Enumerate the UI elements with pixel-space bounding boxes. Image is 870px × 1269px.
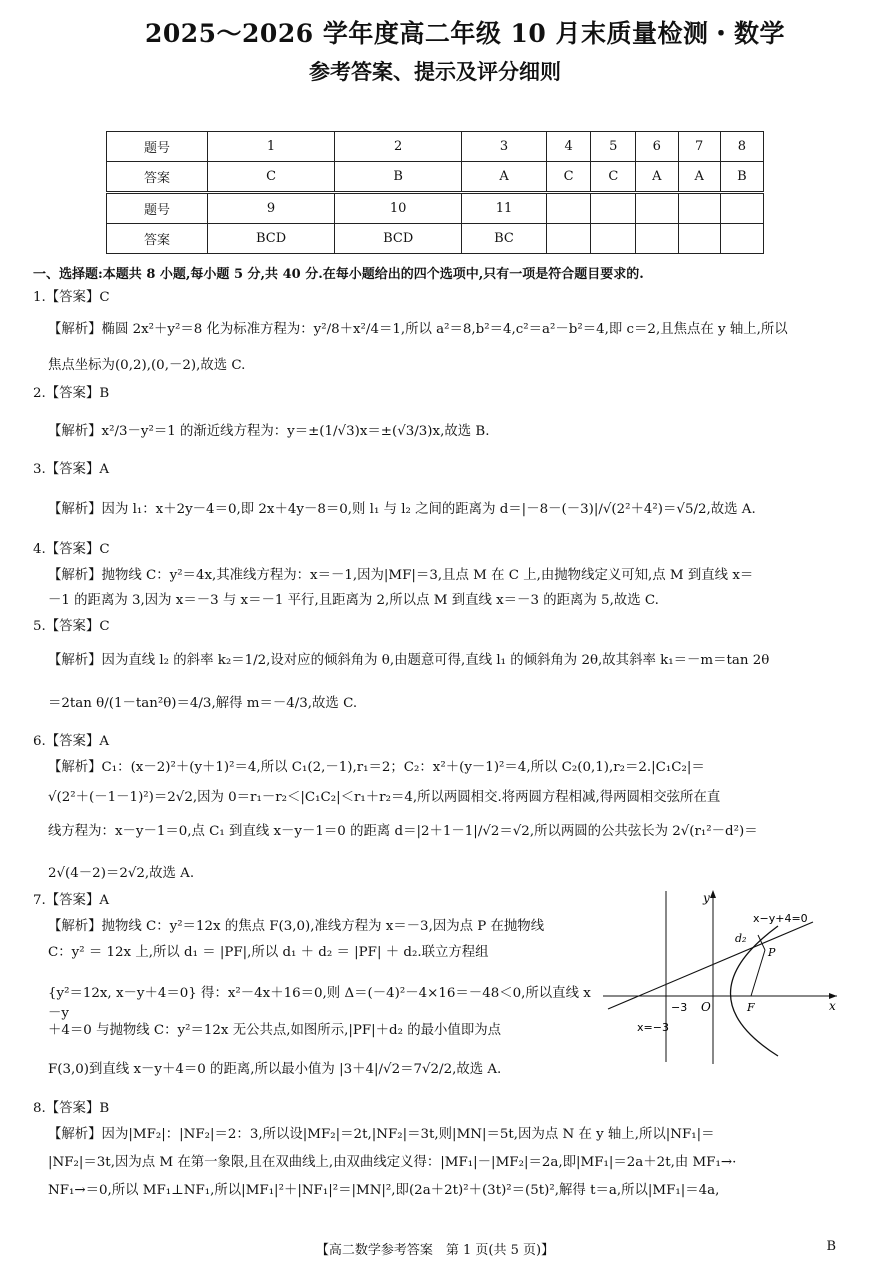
directrix-label: x=−3 (637, 1021, 669, 1034)
line-equation-label: x−y+4=0 (753, 912, 808, 925)
table-cell (546, 193, 591, 224)
table-cell: C (208, 162, 335, 193)
table-cell: B (720, 162, 763, 193)
table-cell: 10 (335, 193, 462, 224)
table-cell (591, 193, 636, 224)
solution-line: 线方程为：x－y－1＝0,点 C₁ 到直线 x－y－1＝0 的距离 d＝|2＋1－1|/√2＝√2,所以两圆的公共弦长为 2√(r₁²－d²)＝ (48, 824, 758, 839)
solution-line: 【解析】C₁：(x－2)²＋(y＋1)²＝4,所以 C₁(2,－1),r₁＝2；C₂：x²＋(y－1)²＝4,所以 C₂(0,1),r₂＝2.|C₁C₂|＝ (48, 760, 705, 775)
answer-heading: 1.【答案】C (33, 290, 110, 305)
table-cell (636, 224, 678, 254)
y-label: y (703, 891, 710, 905)
table-cell: 5 (591, 132, 636, 162)
solution-line: 【解析】抛物线 C：y²＝12x 的焦点 F(3,0),准线方程为 x＝－3,因为点 P 在抛物线 (48, 919, 545, 934)
point-p-label: P (768, 946, 776, 959)
table-cell (678, 224, 720, 254)
table-cell (636, 193, 678, 224)
table-cell (678, 193, 720, 224)
table-row (107, 162, 764, 193)
table-cell: A (462, 162, 547, 193)
version-mark: B (826, 1239, 836, 1254)
d2-label: d₂ (735, 932, 747, 945)
page-subtitle: 参考答案、提示及评分细则 (309, 59, 561, 84)
row-label: 题号 (107, 132, 208, 162)
table-cell: 1 (208, 132, 335, 162)
section-heading: 一、选择题:本题共 8 小题,每小题 5 分,共 40 分.在每小题给出的四个选项中,只有一项是符合题目要求的. (33, 267, 644, 282)
page-title: 2025～2026 学年度高二年级 10 月末质量检测・数学 (144, 19, 786, 48)
table-cell: A (678, 162, 720, 193)
tick-label: −3 (671, 1001, 688, 1014)
solution-line: |NF₂|＝3t,因为点 M 在第一象限,且在双曲线上,由双曲线定义得：|MF₁|－|MF₂|＝2a,即|MF₁|＝2a＋2t,由 MF₁→· (48, 1155, 737, 1170)
answer-heading: 3.【答案】A (33, 462, 110, 477)
table-cell: C (546, 162, 591, 193)
solution-line: 【解析】因为|MF₂|：|NF₂|＝2：3,所以设|MF₂|＝2t,|NF₂|＝3t,则|MN|＝5t,因为点 N 在 y 轴上,所以|NF₁|＝ (48, 1127, 715, 1142)
table-cell: 3 (462, 132, 547, 162)
solution-line: －1 的距离为 3,因为 x＝－3 与 x＝－1 平行,且距离为 2,所以点 M 到直线 x＝－3 的距离为 5,故选 C. (48, 593, 659, 608)
row-label: 答案 (107, 162, 208, 193)
table-row (107, 224, 764, 254)
answer-heading: 8.【答案】B (33, 1101, 110, 1116)
solution-line: 【解析】因为直线 l₂ 的斜率 k₂＝1/2,设对应的倾斜角为 θ,由题意可得,直线 l₁ 的倾斜角为 2θ,故其斜率 k₁＝－m＝tan 2θ (48, 653, 770, 668)
table-cell (591, 224, 636, 254)
x-label: x (829, 999, 836, 1013)
page-footer: 【高二数学参考答案 第 1 页(共 5 页)】 (315, 1243, 555, 1258)
solution-line: ＝2tan θ/(1－tan²θ)＝4/3,解得 m＝－4/3,故选 C. (48, 696, 358, 711)
solution-line: 【解析】x²/3－y²＝1 的渐近线方程为：y＝±(1/√3)x＝±(√3/3)x,故选 B. (48, 424, 490, 439)
y-axis-arrow (710, 890, 716, 898)
table-row (107, 193, 764, 224)
origin-label: O (701, 1000, 711, 1014)
solution-line: √(2²＋(－1－1)²)＝2√2,因为 0＝r₁－r₂＜|C₁C₂|＜r₁＋r₂＝4,所以两圆相交.将两圆方程相减,得两圆相交弦所在直 (48, 790, 721, 805)
parabola-diagram (603, 886, 843, 1066)
answer-table (106, 131, 764, 254)
solution-line: C：y² ＝ 12x 上,所以 d₁ ＝ |PF|,所以 d₁ ＋ d₂ ＝ |PF| ＋ d₂.联立方程组 (48, 945, 489, 960)
table-cell: 7 (678, 132, 720, 162)
row-label: 答案 (107, 224, 208, 254)
solution-line: 2√(4－2)＝2√2,故选 A. (48, 866, 195, 881)
table-cell: BCD (208, 224, 335, 254)
table-cell: 4 (546, 132, 591, 162)
table-row (107, 132, 764, 162)
table-cell: 11 (462, 193, 547, 224)
table-cell: 8 (720, 132, 763, 162)
answer-heading: 2.【答案】B (33, 386, 110, 401)
table-cell: 2 (335, 132, 462, 162)
answer-heading: 5.【答案】C (33, 619, 110, 634)
table-cell (720, 193, 763, 224)
table-cell (546, 224, 591, 254)
segment-pf (751, 950, 765, 996)
solution-line: 【解析】因为 l₁：x＋2y－4＝0,即 2x＋4y－8＝0,则 l₁ 与 l₂ 之间的距离为 d＝|－8－(－3)|/√(2²＋4²)＝√5/2,故选 A. (48, 502, 756, 517)
row-label: 题号 (107, 193, 208, 224)
solution-line: {y²＝12x, x－y＋4＝0} 得：x²－4x＋16＝0,则 Δ＝(－4)²－4×16＝－48＜0,所以直线 x－y (48, 986, 591, 1021)
solution-line: ＋4＝0 与抛物线 C：y²＝12x 无公共点,如图所示,|PF|＋d₂ 的最小值即为点 (48, 1023, 501, 1038)
table-cell (720, 224, 763, 254)
solution-line: F(3,0)到直线 x－y＋4＝0 的距离,所以最小值为 |3＋4|/√2＝7√2/2,故选 A. (48, 1062, 502, 1077)
table-cell: BC (462, 224, 547, 254)
table-cell: C (591, 162, 636, 193)
table-cell: B (335, 162, 462, 193)
table-cell: A (636, 162, 678, 193)
answer-heading: 7.【答案】A (33, 893, 110, 908)
answer-heading: 6.【答案】A (33, 734, 110, 749)
answer-heading: 4.【答案】C (33, 542, 110, 557)
table-cell: 6 (636, 132, 678, 162)
solution-line: NF₁→＝0,所以 MF₁⊥NF₁,所以|MF₁|²＋|NF₁|²＝|MN|²,即(2a＋2t)²＋(3t)²＝(5t)²,解得 t＝a,所以|MF₁|＝4a, (48, 1183, 720, 1198)
solution-line: 焦点坐标为(0,2),(0,－2),故选 C. (48, 358, 246, 373)
table-cell: 9 (208, 193, 335, 224)
point-f-label: F (747, 1001, 755, 1014)
solution-line: 【解析】椭圆 2x²＋y²＝8 化为标准方程为：y²/8＋x²/4＝1,所以 a²＝8,b²＝4,c²＝a²－b²＝4,即 c＝2,且焦点在 y 轴上,所以 (48, 322, 788, 337)
solution-line: 【解析】抛物线 C：y²＝4x,其准线方程为：x＝－1,因为|MF|＝3,且点 M 在 C 上,由抛物线定义可知,点 M 到直线 x＝ (48, 568, 754, 583)
table-cell: BCD (335, 224, 462, 254)
